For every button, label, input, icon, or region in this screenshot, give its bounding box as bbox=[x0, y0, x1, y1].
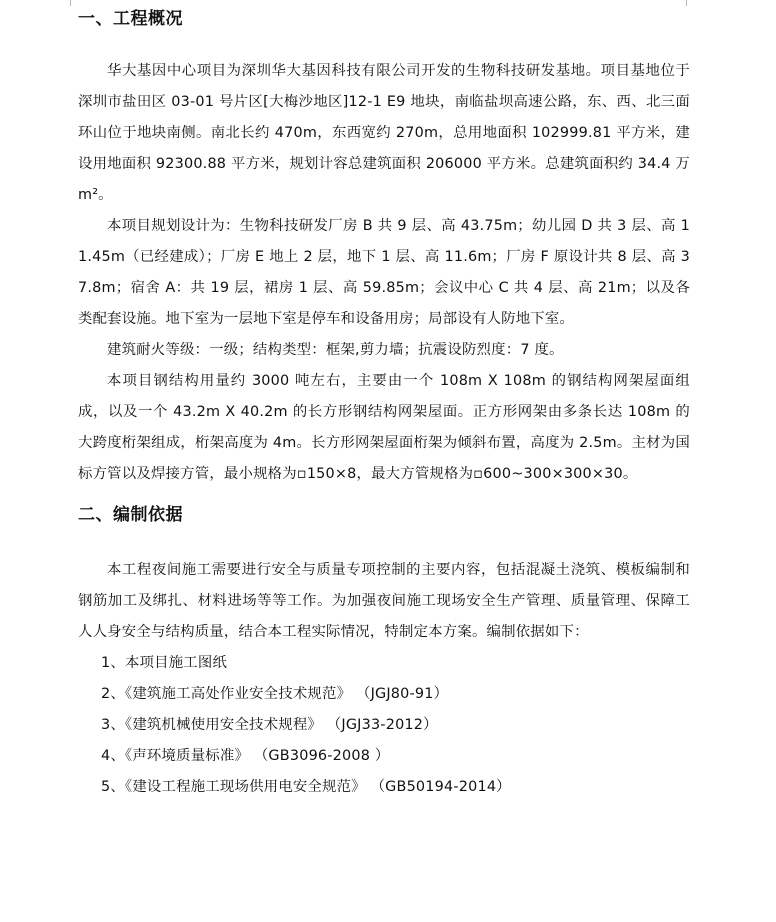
list-item: 1、本项目施工图纸 bbox=[101, 655, 228, 671]
paragraph-basis-intro: 本工程夜间施工需要进行安全与质量专项控制的主要内容，包括混凝土浇筑、模板编制和钢筋加工及绑扎、材料进场等等工作。为加强夜间施工现场安全生产管理、质量管理、保障工人人身安全与结构质量，结合本工程实际情况，特制定本方案。编制依据如下： bbox=[78, 562, 690, 640]
paragraph-steel-structure: 本项目钢结构用量约 3000 吨左右，主要由一个 108m X 108m 的钢结构网架屋面组成，以及一个 43.2m X 40.2m 的长方形钢结构网架屋面。正方形网架由多条长达 108m 的大跨度桁架组成，桁架高度为 4m。长方形网架屋面桁架为倾斜布置，高度为 2.5m。主材为国标方管以及焊接方管，最小规格为▫150×8，最大方管规格为▫600~300×300×30。 bbox=[78, 373, 690, 482]
section-heading-basis: 二、编制依据 bbox=[78, 505, 183, 525]
reference-list bbox=[78, 648, 690, 803]
section-heading-overview: 一、工程概况 bbox=[78, 9, 183, 29]
list-item: 2、《建筑施工高处作业安全技术规范》 （JGJ80-91） bbox=[101, 686, 449, 702]
list-item: 4、《声环境质量标准》 （GB3096-2008 ） bbox=[101, 748, 390, 764]
list-item: 5、《建设工程施工现场供用电安全规范》 （GB50194-2014） bbox=[101, 779, 511, 795]
paragraph-project-location: 华大基因中心项目为深圳华大基因科技有限公司开发的生物科技研发基地。项目基地位于深圳市盐田区 03-01 号片区[大梅沙地区]12-1 E9 地块，南临盐坝高速公路，东、西、北三面环山位于地块南侧。南北长约 470m，东西宽约 270m，总用地面积 102999.81 平方米，建设用地面积 92300.88 平方米，规划计容总建筑面积 206000 平方米。总建筑面积约 34.4 万m²。 bbox=[78, 63, 690, 203]
page-corner-mark-left bbox=[52, 0, 71, 6]
document-body bbox=[78, 6, 690, 803]
list-item: 3、《建筑机械使用安全技术规程》 （JGJ33-2012） bbox=[101, 717, 438, 733]
paragraph-fire-rating: 建筑耐火等级：一级；结构类型：框架,剪力墙；抗震设防烈度：7 度。 bbox=[107, 342, 564, 358]
paragraph-planning-design: 本项目规划设计为：生物科技研发厂房 B 共 9 层、高 43.75m；幼儿园 D 共 3 层、高 11.45m（已经建成）；厂房 E 地上 2 层，地下 1 层、高 11.6m；厂房 F 原设计共 8 层、高 37.8m；宿舍 A：共 19 层，裙房 1 层、高 59.85m；会议中心 C 共 4 层、高 21m；以及各类配套设施。地下室为一层地下室是停车和设备用房；局部设有人防地下室。 bbox=[78, 218, 690, 327]
